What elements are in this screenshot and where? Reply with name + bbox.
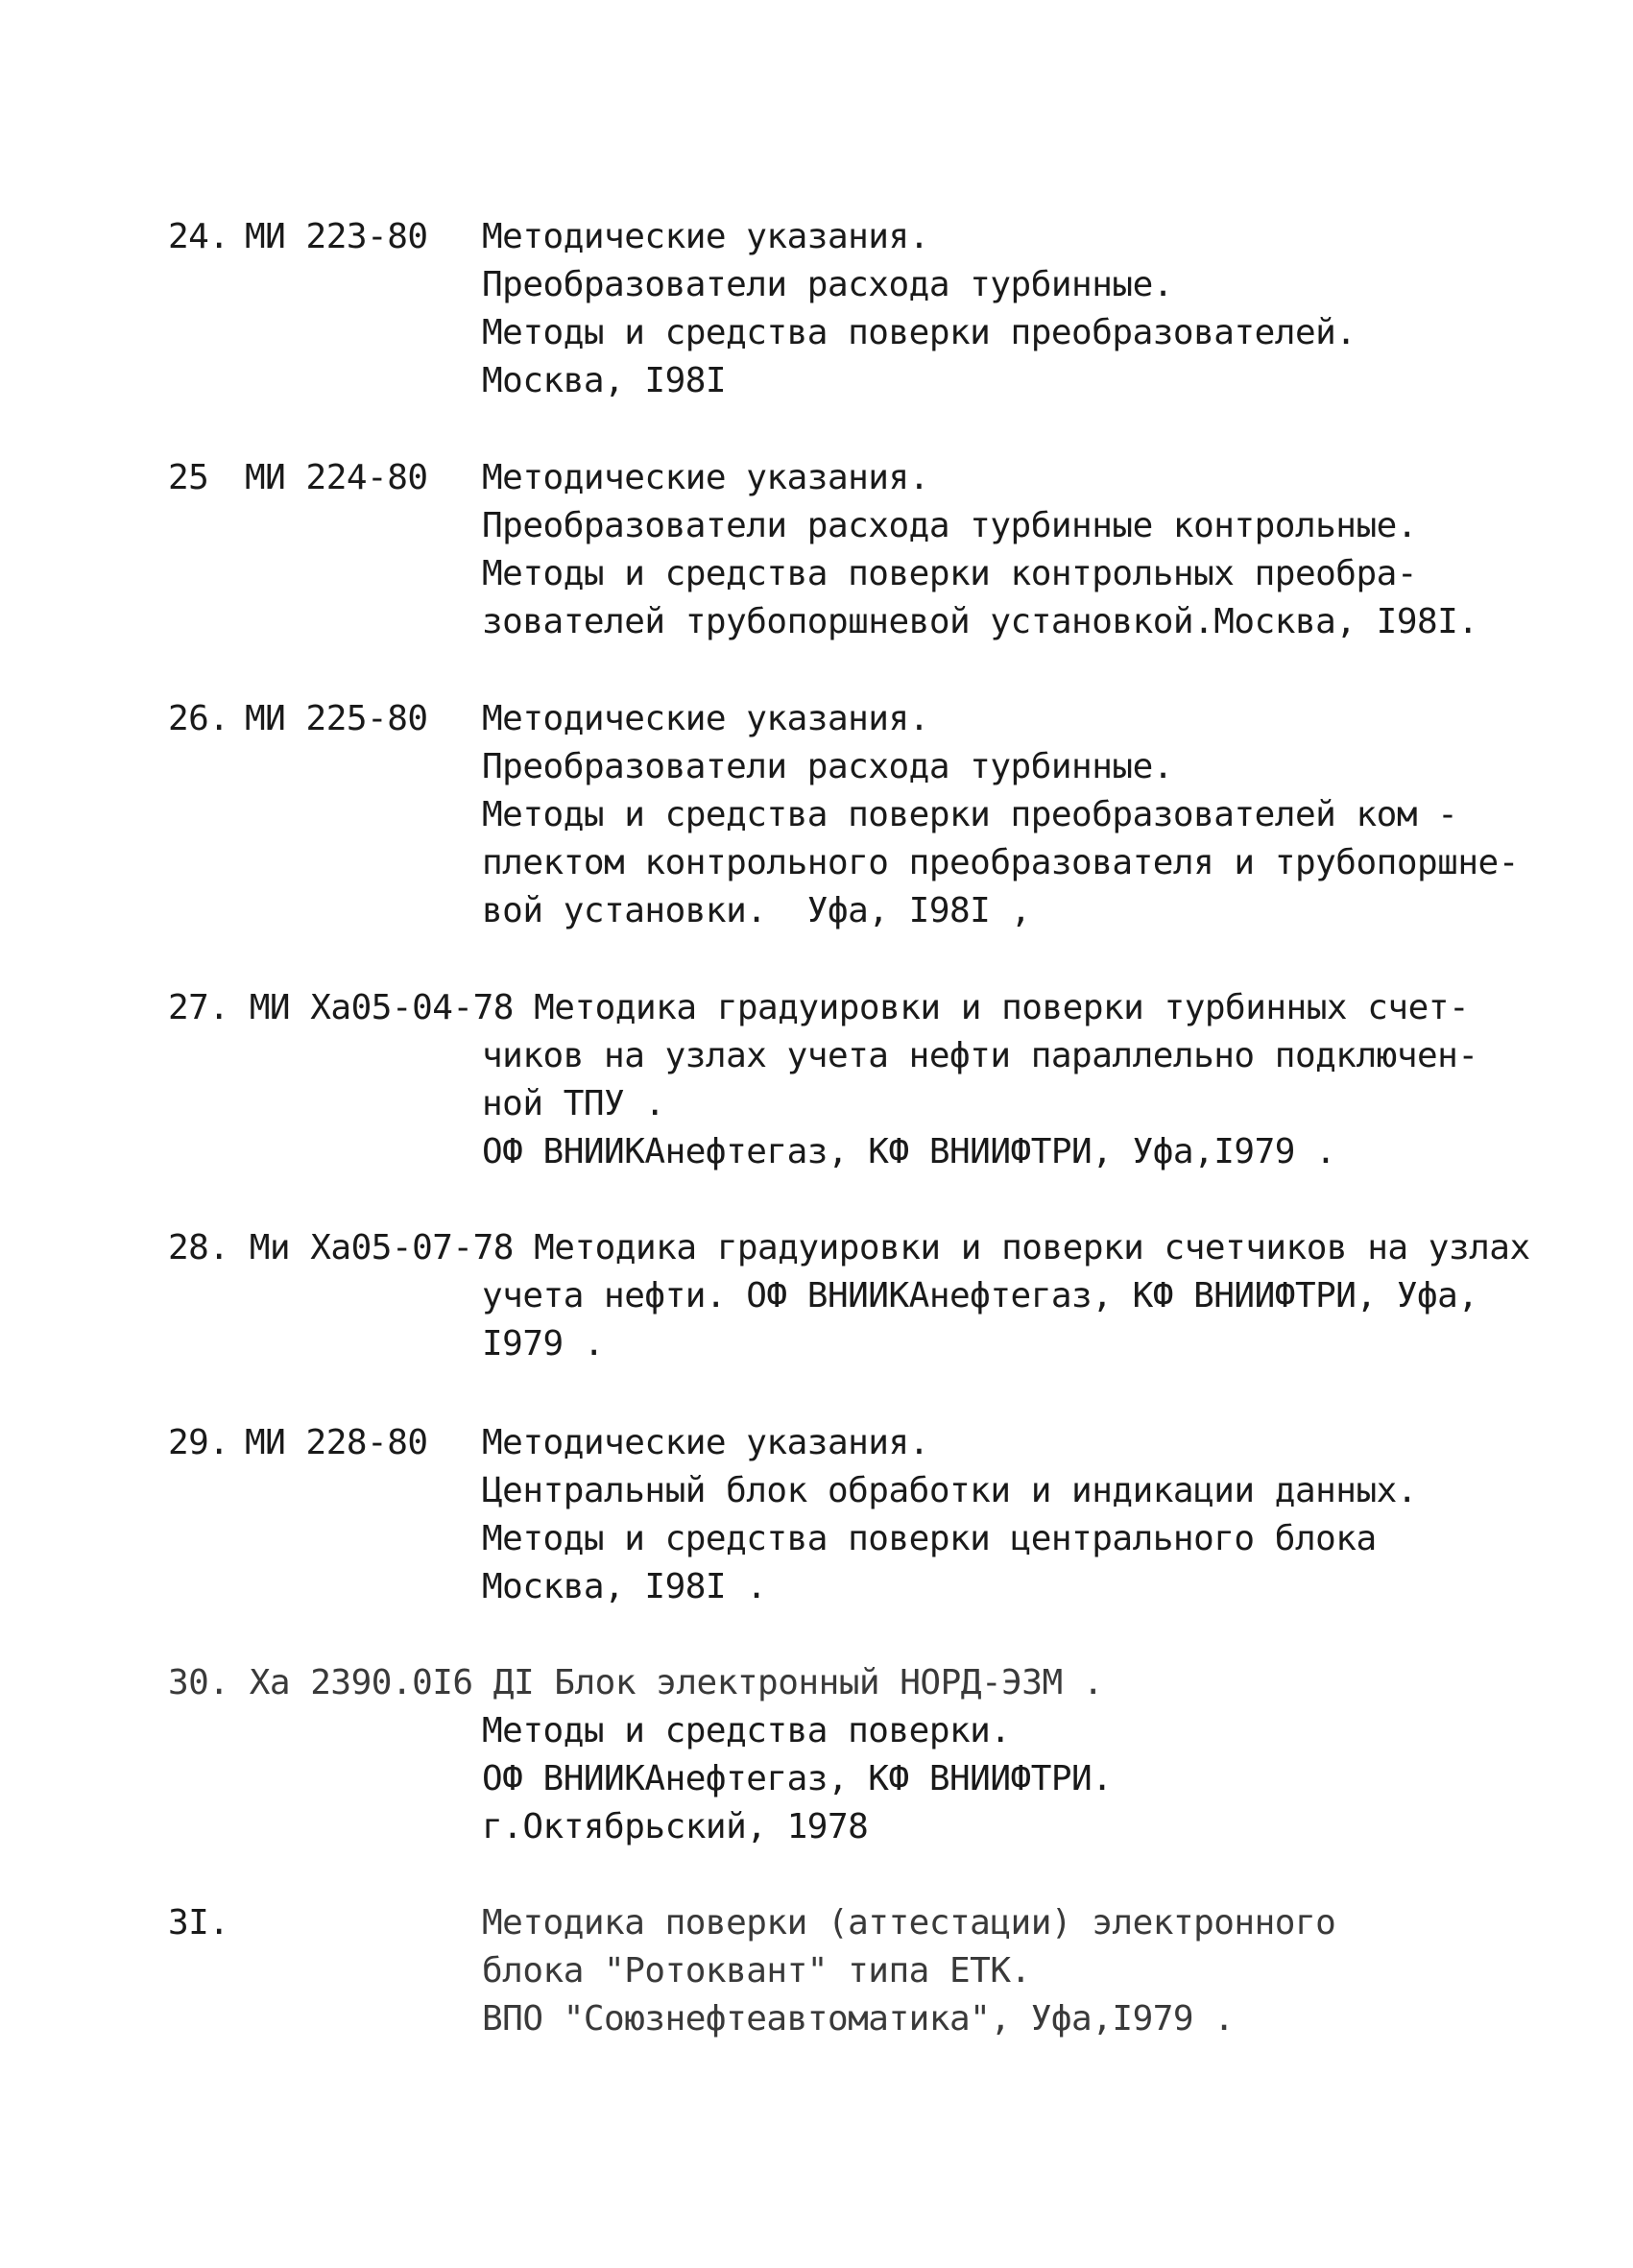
entry-heading-line: 27. МИ Ха05-04-78 Методика градуировки и поверки турбинных счет- bbox=[168, 988, 1470, 1027]
entry-number: 29. bbox=[168, 1423, 229, 1462]
entry-body bbox=[482, 213, 1356, 405]
entry-line: блока "Ротоквант" типа ЕТК. bbox=[482, 1951, 1031, 1991]
entry-line: плектом контрольного преобразователя и трубопоршне- bbox=[482, 843, 1519, 882]
entry-code: МИ 228-80 bbox=[245, 1423, 428, 1462]
entry-line: чиков на узлах учета нефти параллельно подключен- bbox=[482, 1036, 1478, 1075]
entry-line: Методы и средства поверки контрольных преобра- bbox=[482, 554, 1417, 593]
entry-line: зователей трубопоршневой установкой.Москва, I98I. bbox=[482, 602, 1478, 641]
entry-line: ВПО "Союзнефтеавтоматика", Уфа,I979 . bbox=[482, 1999, 1235, 2039]
entry-body bbox=[482, 1707, 1112, 1851]
entry-body bbox=[482, 454, 1478, 646]
entry-number: 3I. bbox=[168, 1903, 229, 1942]
entry-line: учета нефти. ОФ ВНИИКАнефтегаз, КФ ВНИИФТРИ, Уфа, bbox=[482, 1276, 1478, 1315]
entry-line: ОФ ВНИИКАнефтегаз, КФ ВНИИФТРИ. bbox=[482, 1759, 1113, 1798]
entry-code: МИ 223-80 bbox=[245, 217, 428, 256]
entry-code: МИ 224-80 bbox=[245, 458, 428, 497]
entry-line: Методические указания. bbox=[482, 1423, 929, 1462]
entry-body bbox=[482, 1899, 1335, 2043]
entry-line: Методические указания. bbox=[482, 699, 929, 738]
entry-line: Методика поверки (аттестации) электронного bbox=[482, 1903, 1336, 1942]
entry-line: Преобразователи расхода турбинные. bbox=[482, 747, 1173, 786]
entry-code: МИ 225-80 bbox=[245, 699, 428, 738]
entry-line: ОФ ВНИИКАнефтегаз, КФ ВНИИФТРИ, Уфа,I979 . bbox=[482, 1132, 1336, 1171]
entry-number: 26. bbox=[168, 699, 229, 738]
entry-number: 25 bbox=[168, 458, 209, 497]
entry-line: Преобразователи расхода турбинные контрольные. bbox=[482, 506, 1417, 545]
entry-line: Центральный блок обработки и индикации данных. bbox=[482, 1471, 1417, 1510]
entry-body bbox=[482, 695, 1519, 935]
entry-line: Методы и средства поверки преобразователей. bbox=[482, 313, 1357, 352]
entry-line: Москва, I98I bbox=[482, 361, 727, 400]
entry-heading-line: 30. Ха 2390.0I6 ДI Блок электронный НОРД-ЭЗМ . bbox=[168, 1663, 1103, 1702]
entry-heading-line: 28. Ми Ха05-07-78 Методика градуировки и поверки счетчиков на узлах bbox=[168, 1228, 1530, 1267]
entry-number: 24. bbox=[168, 217, 229, 256]
entry-line: Методические указания. bbox=[482, 458, 929, 497]
entry-line: Преобразователи расхода турбинные. bbox=[482, 265, 1173, 304]
entry-body bbox=[482, 1419, 1417, 1611]
entry-line: ной ТПУ . bbox=[482, 1084, 665, 1123]
entry-line: Методы и средства поверки центрального блока bbox=[482, 1519, 1377, 1558]
entry-body bbox=[482, 1272, 1478, 1368]
entry-line: г.Октябрьский, 1978 bbox=[482, 1807, 869, 1846]
entry-line: вой установки. Уфа, I98I , bbox=[482, 891, 1031, 930]
entry-line: Методы и средства поверки преобразователей ком - bbox=[482, 795, 1458, 834]
entry-line: Методы и средства поверки. bbox=[482, 1711, 1011, 1750]
entry-line: Москва, I98I . bbox=[482, 1567, 767, 1606]
entry-line: I979 . bbox=[482, 1324, 605, 1363]
entry-body bbox=[482, 1032, 1478, 1176]
entry-line: Методические указания. bbox=[482, 217, 929, 256]
